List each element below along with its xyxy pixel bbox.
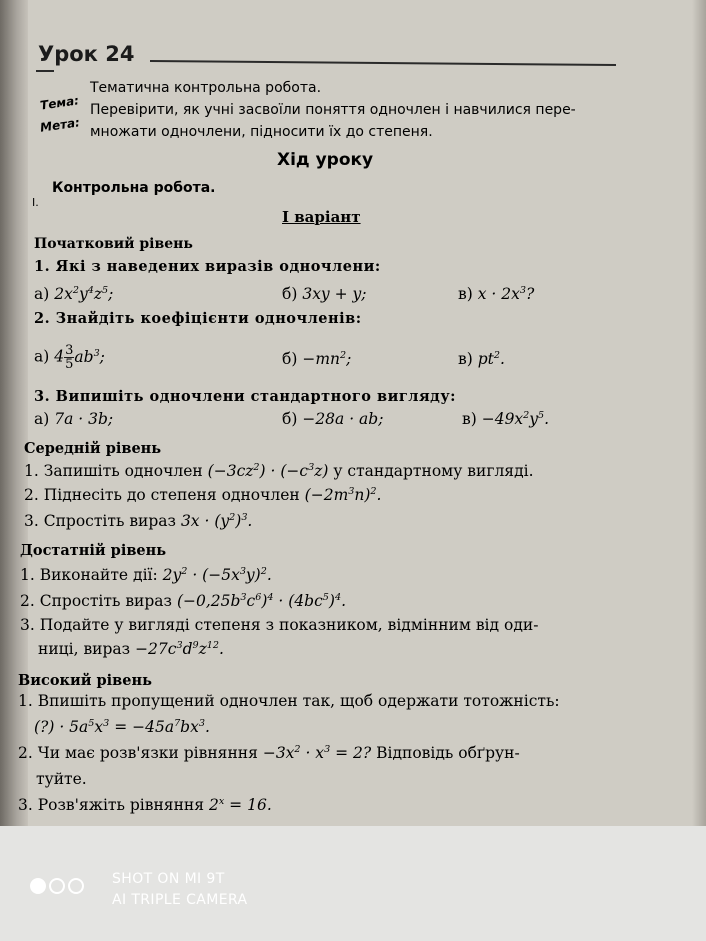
camera-dot-icon [68,878,84,894]
camera-watermark [112,869,248,911]
camera-dot-icon [30,878,46,894]
option-b: б) [282,285,298,303]
lesson-dash [36,70,54,72]
sufficient-task-3a: 3. Подайте у вигляді степеня з показником, відмінним від оди- [20,616,539,634]
high-task-3: 3. Розв'яжіть рівняння $2^x = 16$. [18,796,272,815]
option-a: а) [34,347,50,366]
watermark-line-1: SHOT ON MI 9T [112,871,225,887]
theme-text: Тематична контрольна робота. [90,80,322,96]
middle-task-2: 2. Піднесіть до степеня одночлен $(-2m^3n)^2$. [24,486,382,505]
initial-task-1-c: в) $x \cdot 2x^3$? [458,285,535,304]
section-title: Контрольна робота. [52,180,216,196]
initial-task-1-options: а) $2x^2y^4z^5$; [34,285,114,304]
option-a: а) [34,410,50,428]
lesson-rule [150,60,616,66]
sufficient-task-3b: ниці, вираз $-27c^3d^9z^{12}$. [38,640,224,659]
level-sufficient: Достатній рівень [20,542,167,559]
initial-task-3: 3. Випишіть одночлени стандартного вигляду: [34,388,456,405]
high-task-2b: туйте. [36,770,87,788]
high-task-1-expr: (?) · $5a^5x^3 = -45a^7bx^3$. [34,718,210,737]
lesson-title: Урок 24 [38,42,135,66]
option-c: в) [458,350,473,369]
option-c: в) [458,285,473,304]
initial-task-3-b: б) −28a · ab; [282,410,384,428]
initial-task-2-a: а) 4 $\frac{3}{5}$ $ab^3$; [34,343,105,372]
level-middle: Середній рівень [24,440,162,457]
middle-task-1: 1. Запишіть одночлен $(-3cz^2) \cdot (-c^3z)$ у стандартному вигляді. [24,462,534,481]
page-edge [692,0,706,830]
option-b: б) [282,350,298,369]
high-task-1: 1. Впишіть пропущений одночлен так, щоб одержати тотожність: [18,692,560,710]
variant-title: I варіант [282,208,361,226]
sufficient-task-1: 1. Виконайте дії: $2y^2 \cdot (-5x^3y)^2$. [20,566,272,585]
progress-heading: Хід уроку [277,150,374,170]
goal-line-2: множати одночлени, підносити їх до степеня. [90,124,433,140]
option-a: а) [34,285,50,304]
level-high: Високий рівень [18,672,152,689]
initial-task-3-c: $в) -49x^2y^5$. [462,410,550,429]
goal-line-1: Перевірити, як учні засвоїли поняття одночлен і навчилися пере- [90,102,576,118]
level-initial: Початковий рівень [34,236,193,252]
initial-task-1: 1. Які з наведених виразів одночлени: [34,258,381,275]
initial-task-3-a: а) 7a · 3b; [34,410,114,428]
initial-task-2-c: в) $pt^2$. [458,350,505,369]
initial-task-1-b: б) 3xy + y; [282,285,367,303]
option-b: б) [282,410,298,428]
goal-label: Мета: [39,115,81,135]
initial-task-2: 2. Знайдіть коефіцієнти одночленів: [34,310,362,327]
option-c: в) [462,410,477,429]
initial-task-2-b: $б) -mn^2$; [282,350,352,369]
high-task-2a: 2. Чи має розв'язки рівняння $-3x^2 \cdot x^3 = 2$? Відповідь обґрун- [18,744,520,763]
camera-dot-icon [49,878,65,894]
middle-task-3: 3. Спростіть вираз $3x \cdot (y^2)^3$. [24,512,253,531]
sufficient-task-2: 2. Спростіть вираз $(-0,25b^3c^6)^4 \cdot (4bc^5)^4$. [20,592,346,611]
section-number: I. [32,196,39,209]
background-surface [0,826,706,941]
camera-logo [30,878,87,898]
theme-label: Тема: [39,93,80,113]
watermark-line-2: AI TRIPLE CAMERA [112,892,248,908]
